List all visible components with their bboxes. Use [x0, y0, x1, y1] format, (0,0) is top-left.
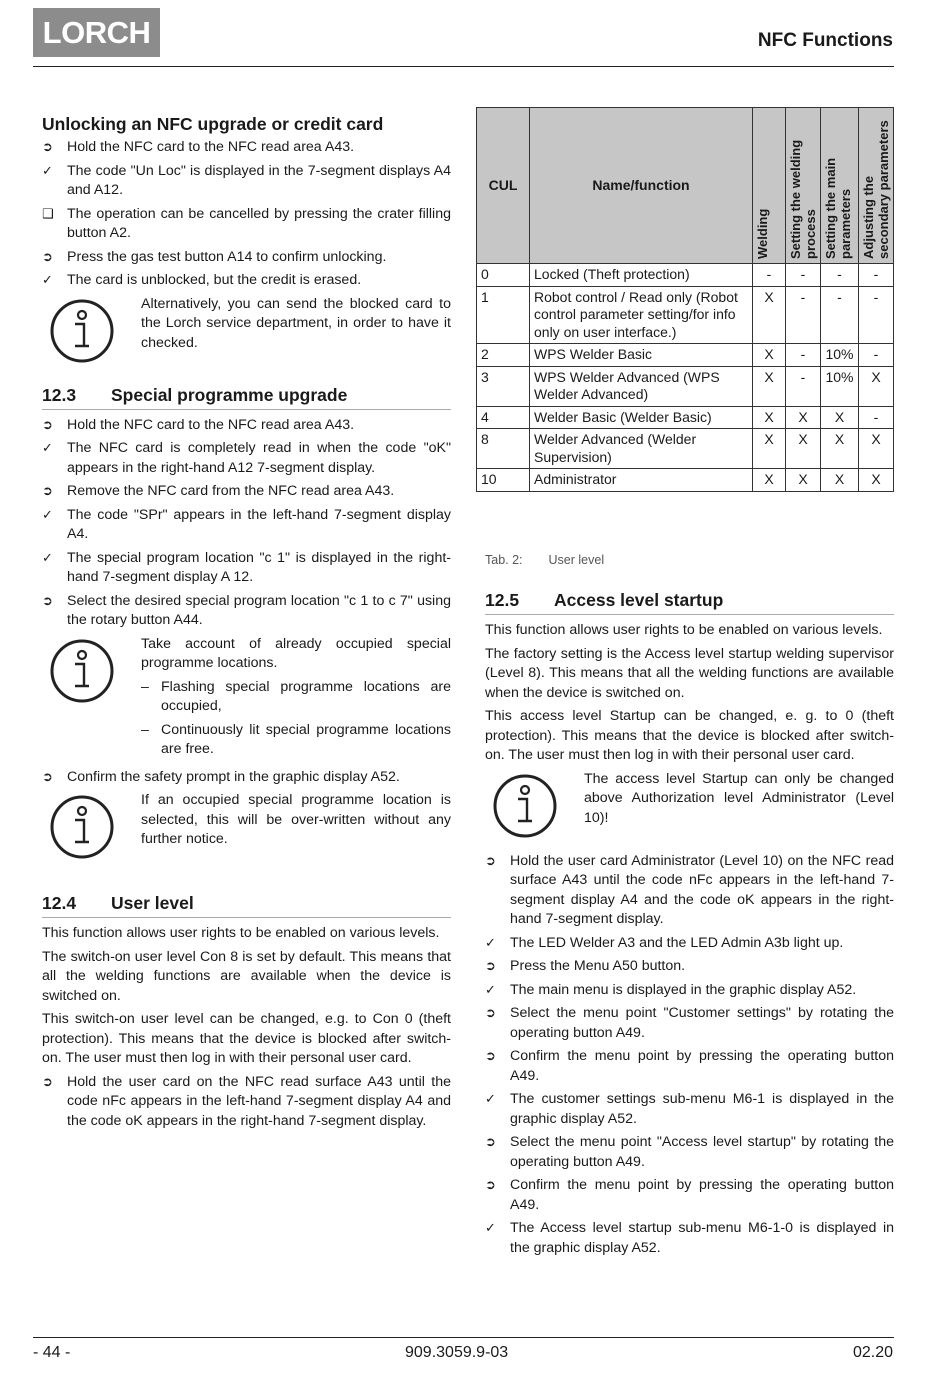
access-section-heading — [485, 588, 894, 615]
step-text: The card is unblocked, but the credit is erased. — [67, 272, 362, 288]
step-item — [42, 549, 451, 588]
cell-value: - — [859, 286, 894, 344]
step-item — [485, 1219, 894, 1258]
check-icon: ✓ — [485, 1092, 496, 1107]
paragraph: This switch-on user level can be changed, e.g. to Con 0 (theft protection). This means that the device is blocked after switch-on. The user must then log in with their personal user card. — [42, 1011, 451, 1066]
cell-value: X — [821, 406, 859, 429]
step-item — [485, 1133, 894, 1172]
step-item — [42, 162, 451, 201]
step-item — [485, 1176, 894, 1215]
cell-value: X — [821, 469, 859, 492]
cell-value: X — [753, 406, 786, 429]
cell-cul: 8 — [477, 429, 530, 469]
step-text: Select the menu point "Customer settings" by rotating the operating button A49. — [510, 1005, 894, 1041]
cell-value: X — [753, 429, 786, 469]
cell-cul: 0 — [477, 264, 530, 287]
special-steps — [42, 416, 451, 631]
info-icon — [485, 774, 565, 838]
step-text: Hold the NFC card to the NFC read area A43. — [67, 416, 355, 433]
step-item — [42, 271, 451, 291]
cell-value: X — [786, 429, 821, 469]
arrow-icon: ➲ — [485, 1178, 496, 1193]
section-title: Special programme upgrade — [111, 384, 348, 405]
step-text: Hold the user card Administrator (Level 10) on the NFC read surface A43 until the code nFc appears in the left-hand 7-segment display A4 and the code oK appears in the right-hand 7-segment display. — [510, 852, 894, 927]
check-icon: ✓ — [42, 441, 53, 456]
cell-name: WPS Welder Advanced (WPS Welder Advanced) — [530, 366, 753, 406]
cell-cul: 1 — [477, 286, 530, 344]
section-number: 12.5 — [485, 590, 520, 610]
step-text: Confirm the menu point by pressing the operating button A49. — [510, 1177, 894, 1213]
table-row — [477, 406, 894, 429]
paragraph: The factory setting is the Access level startup welding supervisor (Level 8). This means that all the welding functions are available when the device is switched on. — [485, 645, 894, 701]
col-header-secondary-params: Adjusting the secondary parameters — [859, 108, 894, 264]
special-info-note — [42, 635, 451, 764]
cell-name: Administrator — [530, 469, 753, 492]
header-rule — [33, 66, 894, 67]
checkbox-icon: ❑ — [42, 206, 54, 222]
cell-name: Welder Advanced (Welder Supervision) — [530, 429, 753, 469]
unlock-steps — [42, 138, 451, 291]
unlock-heading: Unlocking an NFC upgrade or credit card — [42, 114, 384, 134]
check-icon: ✓ — [485, 935, 496, 951]
cell-cul: 2 — [477, 344, 530, 367]
arrow-icon: ➲ — [485, 1135, 496, 1150]
cell-value: X — [753, 286, 786, 344]
cell-cul: 10 — [477, 469, 530, 492]
step-text: Hold the user card on the NFC read surface A43 until the code nFc appears in the left-hand 7-segment display A4 and the code oK appears in the right-hand 7-segment display. — [67, 1073, 451, 1129]
table-row — [477, 366, 894, 406]
step-text: Confirm the menu point by pressing the operating button A49. — [510, 1048, 894, 1084]
footer-rule — [33, 1337, 894, 1338]
step-item — [42, 768, 451, 788]
dash-item: – Continuously lit special programme locations are free. — [141, 721, 451, 757]
step-text: Select the menu point "Access level startup" by rotating the operating button A49. — [510, 1134, 894, 1170]
step-item — [485, 934, 894, 954]
lorch-logo: LORCH — [33, 8, 160, 57]
special-note-text: Take account of already occupied special programme locations. — [141, 635, 451, 671]
step-text: The Access level startup sub-menu M6-1-0 is displayed in the graphic display A52. — [510, 1220, 894, 1256]
header-title: NFC Functions — [757, 30, 893, 51]
page-number: - 44 - — [33, 1344, 71, 1361]
arrow-icon: ➲ — [42, 769, 53, 785]
check-icon: ✓ — [42, 507, 53, 523]
cell-value: - — [821, 264, 859, 287]
cell-value: - — [821, 286, 859, 344]
step-item — [42, 482, 451, 502]
cell-value: X — [821, 429, 859, 469]
step-text: The LED Welder A3 and the LED Admin A3b light up. — [510, 934, 844, 951]
cell-value: - — [859, 344, 894, 367]
info-icon — [42, 299, 122, 363]
col-header-name: Name/function — [530, 108, 753, 264]
arrow-icon: ➲ — [485, 1006, 496, 1021]
check-icon: ✓ — [42, 163, 53, 179]
step-text: Press the Menu A50 button. — [510, 958, 686, 974]
cell-value: - — [859, 406, 894, 429]
cell-cul: 4 — [477, 406, 530, 429]
step-text: The special program location "c 1" is displayed in the right-hand 7-segment display A 12. — [67, 549, 451, 585]
step-item — [42, 248, 451, 268]
cell-value: X — [859, 366, 894, 406]
cell-value: - — [859, 264, 894, 287]
table-row — [477, 286, 894, 344]
arrow-icon: ➲ — [42, 249, 53, 265]
step-item — [485, 1090, 894, 1129]
paragraph: The switch-on user level Con 8 is set by default. This means that all the welding functions are available when the device is switched on. — [42, 948, 451, 1004]
check-icon: ✓ — [485, 1221, 496, 1236]
special-info-note-2 — [42, 791, 451, 859]
section-number: 12.4 — [42, 893, 77, 913]
cell-name: Locked (Theft protection) — [530, 264, 753, 287]
special-note2-text: If an occupied special programme location is selected, this will be over-written without any further notice. — [141, 792, 451, 847]
access-note-text: The access level Startup can only be changed above Authorization level Administrator (Level 10)! — [584, 770, 894, 826]
info-icon — [42, 639, 122, 703]
userlevel-section-heading — [42, 891, 451, 918]
step-text: The main menu is displayed in the graphic display A52. — [510, 981, 857, 998]
access-info-note — [485, 770, 894, 838]
cell-name: Welder Basic (Welder Basic) — [530, 406, 753, 429]
special-section-heading — [42, 383, 451, 410]
info-icon — [42, 795, 122, 859]
cell-value: - — [786, 286, 821, 344]
paragraph: This function allows user rights to be enabled on various levels. — [42, 925, 440, 941]
arrow-icon: ➲ — [42, 593, 53, 609]
arrow-icon: ➲ — [42, 140, 53, 155]
arrow-icon: ➲ — [485, 959, 496, 974]
step-item — [485, 981, 894, 1001]
cell-value: X — [786, 406, 821, 429]
step-item — [42, 439, 451, 478]
cell-value: X — [859, 469, 894, 492]
left-column — [42, 112, 451, 1135]
cell-value: X — [786, 469, 821, 492]
section-title: Access level startup — [554, 590, 724, 610]
cell-value: - — [786, 366, 821, 406]
access-steps — [485, 852, 894, 1259]
col-header-cul: CUL — [477, 108, 530, 264]
check-icon: ✓ — [485, 982, 496, 998]
paragraph: This access level Startup can be changed, e. g. to 0 (theft protection). This means that the device is blocked after switch-on. The user must then log in with their personal user card. — [485, 708, 894, 763]
step-text: The code "SPr" appears in the left-hand 7-segment display A4. — [67, 506, 451, 542]
cell-value: 10% — [821, 366, 859, 406]
section-title: User level — [111, 893, 194, 913]
table-row — [477, 429, 894, 469]
step-text: Press the gas test button A14 to confirm unlocking. — [67, 248, 387, 265]
cell-name: Robot control / Read only (Robot control parameter setting/for info only on user interface.) — [530, 286, 753, 344]
step-item — [42, 138, 451, 158]
cell-value: - — [786, 344, 821, 367]
unlock-info-note — [42, 295, 451, 363]
step-item — [485, 852, 894, 930]
step-text: Confirm the safety prompt in the graphic display A52. — [67, 768, 400, 785]
step-item — [42, 506, 451, 545]
check-icon: ✓ — [42, 273, 53, 288]
cell-value: X — [753, 344, 786, 367]
arrow-icon: ➲ — [485, 1049, 496, 1064]
arrow-icon: ➲ — [42, 417, 53, 433]
section-number: 12.3 — [42, 384, 77, 405]
table-row — [477, 344, 894, 367]
cell-value: X — [753, 366, 786, 406]
col-header-process: Setting the welding process — [786, 108, 821, 264]
arrow-icon: ➲ — [485, 853, 496, 869]
arrow-icon: ➲ — [42, 484, 53, 499]
step-text: Remove the NFC card from the NFC read area A43. — [67, 483, 395, 499]
table-row — [477, 264, 894, 287]
step-item — [42, 592, 451, 631]
step-item — [42, 205, 451, 244]
col-header-welding: Welding — [753, 108, 786, 264]
col-header-main-params: Setting the main parameters — [821, 108, 859, 264]
cell-value: X — [859, 429, 894, 469]
cell-value: - — [786, 264, 821, 287]
step-text: The NFC card is completely read in when the code "oK" appears in the right-hand A12 7-segment display. — [67, 440, 451, 476]
step-text: The code "Un Loc" is displayed in the 7-segment displays A4 and A12. — [67, 162, 451, 198]
document-date: 02.20 — [852, 1344, 893, 1361]
cell-value: - — [753, 264, 786, 287]
document-number: 909.3059.9-03 — [405, 1344, 509, 1361]
step-item — [485, 1004, 894, 1043]
check-icon: ✓ — [42, 550, 53, 566]
step-item — [42, 416, 451, 436]
table-caption: Tab. 2: User level — [485, 553, 605, 567]
dash-item: – Flashing special programme locations are occupied, — [141, 678, 451, 714]
userlevel-steps — [42, 1073, 451, 1132]
step-item — [485, 957, 894, 977]
right-column — [485, 588, 894, 1262]
cell-value: X — [753, 469, 786, 492]
step-item — [485, 1047, 894, 1086]
paragraph: This function allows user rights to be enabled on various levels. — [485, 622, 883, 638]
step-text: Hold the NFC card to the NFC read area A43. — [67, 139, 355, 155]
arrow-icon: ➲ — [42, 1074, 53, 1090]
special-steps-2 — [42, 768, 451, 788]
unlock-note-text: Alternatively, you can send the blocked card to the Lorch service department, in order to have it checked. — [141, 295, 451, 351]
user-level-table — [476, 107, 894, 492]
step-text: Select the desired special program location "c 1 to c 7" using the rotary button A44. — [67, 592, 451, 628]
cell-cul: 3 — [477, 366, 530, 406]
step-text: The customer settings sub-menu M6-1 is displayed in the graphic display A52. — [510, 1091, 894, 1127]
step-item — [42, 1073, 451, 1132]
cell-name: WPS Welder Basic — [530, 344, 753, 367]
cell-value: 10% — [821, 344, 859, 367]
step-text: The operation can be cancelled by pressing the crater filling button A2. — [67, 205, 451, 241]
table-row — [477, 469, 894, 492]
